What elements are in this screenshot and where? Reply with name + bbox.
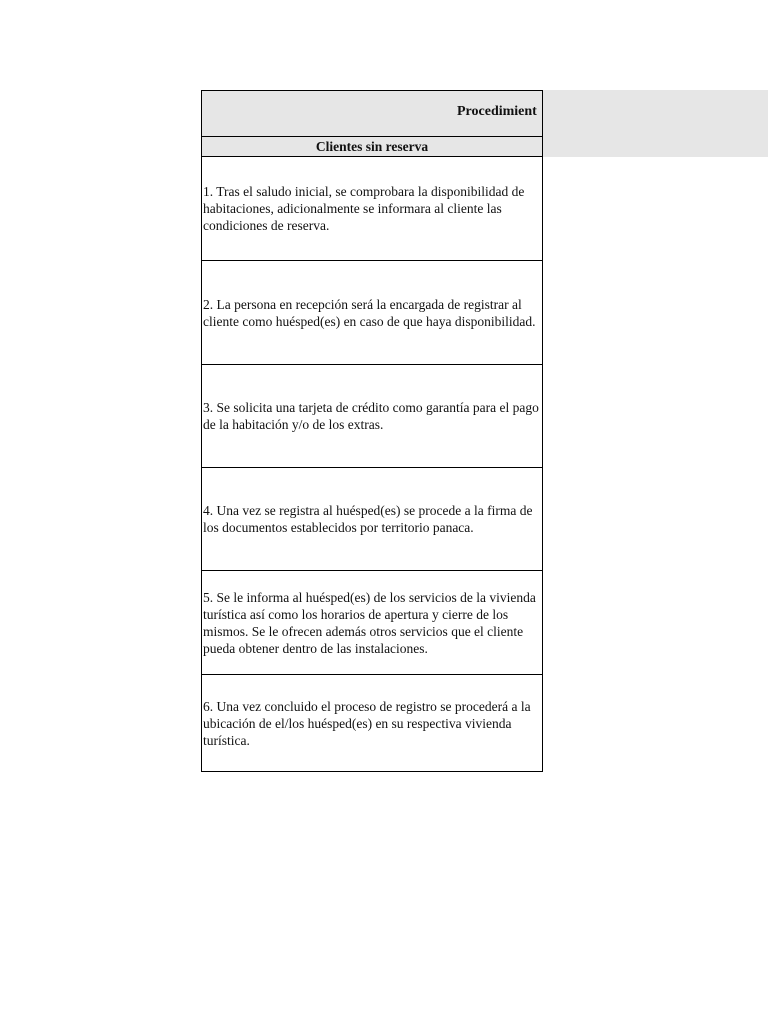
step-text: 3. Se solicita una tarjeta de crédito como garantía para el pago de la habitación y/o de los extras. bbox=[203, 400, 539, 432]
table-title: Procedimient bbox=[457, 104, 537, 119]
step-cell-3 bbox=[201, 365, 543, 468]
step-cell-5 bbox=[201, 571, 543, 675]
step-text: 4. Una vez se registra al huésped(es) se procede a la firma de los documentos establecidos por territorio panaca. bbox=[203, 503, 533, 535]
step-text: 6. Una vez concluido el proceso de registro se procederá a la ubicación de el/los huésped(es) en su respectiva vivienda turística. bbox=[203, 698, 531, 748]
step-cell-4 bbox=[201, 468, 543, 571]
step-text: 2. La persona en recepción será la encargada de registrar al cliente como huésped(es) en caso de que haya disponibilidad. bbox=[203, 296, 536, 329]
table-title-row bbox=[201, 90, 543, 137]
step-cell-1 bbox=[201, 157, 543, 261]
step-text: 5. Se le informa al huésped(es) de los servicios de la vivienda turística así como los horarios de apertura y cierre de los mismos. Se le ofrecen además otros servicios que el cliente pueda obtener dentro de las instalaciones. bbox=[203, 589, 536, 656]
step-cell-6 bbox=[201, 675, 543, 771]
column-header: Clientes sin reserva bbox=[201, 137, 543, 157]
step-cell-2 bbox=[201, 261, 543, 365]
step-text: 1. Tras el saludo inicial, se comprobara la disponibilidad de habitaciones, adicionalmente se informara al cliente las condiciones de reserva. bbox=[203, 184, 525, 233]
